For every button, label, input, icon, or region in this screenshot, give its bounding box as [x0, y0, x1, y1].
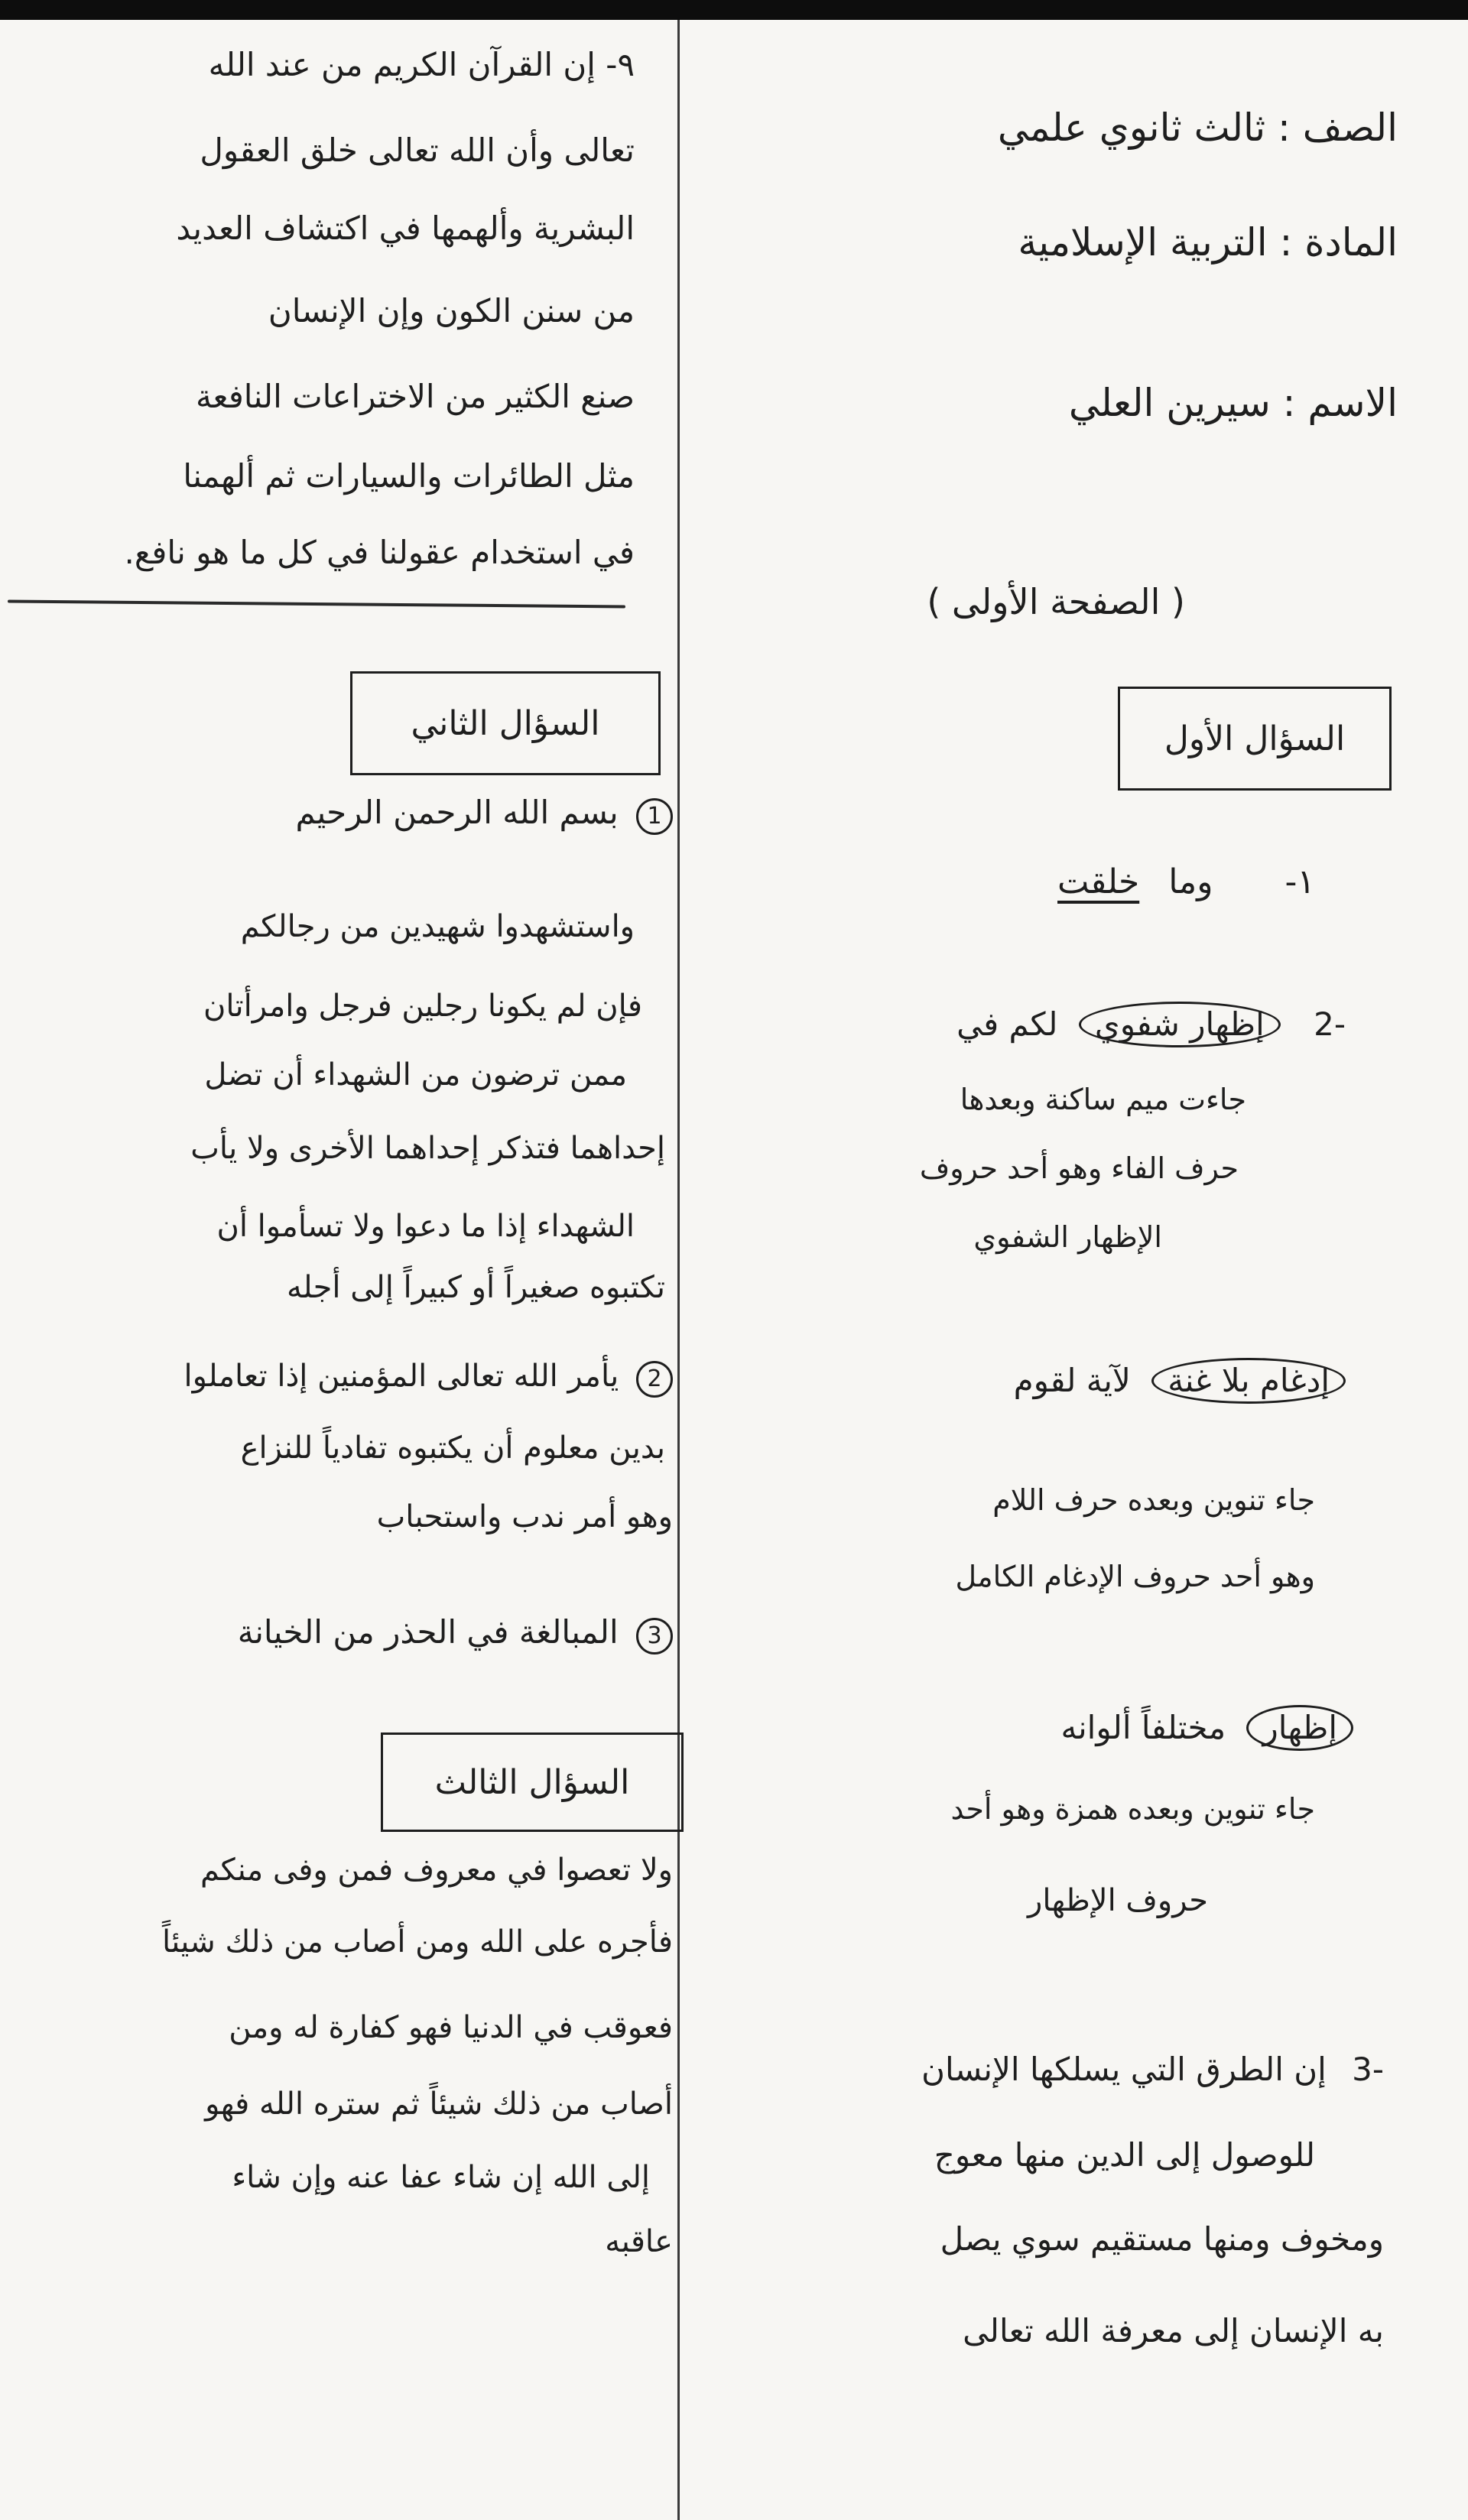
- q2-title-box: [350, 671, 661, 775]
- q2-num3: 3: [636, 1618, 673, 1655]
- item3-expl-line: جاء تنوين وبعده حرف اللام: [992, 1483, 1315, 1517]
- name-line: الاسم : سيرين العلي: [1068, 381, 1398, 425]
- item1: [1057, 864, 1315, 901]
- q2-title: السؤال الثاني: [411, 703, 600, 743]
- item2-num: -2: [1314, 1005, 1346, 1043]
- item2-text: لكم في: [956, 1005, 1058, 1043]
- top-answer-line: تعالى وأن الله تعالى خلق العقول: [200, 132, 635, 169]
- top-answer-line: صنع الكثير من الاختراعات النافعة: [195, 378, 635, 415]
- q2-item2-line: وهو أمر ندب واستحباب: [376, 1499, 673, 1534]
- item4-rule-oval: إظهار: [1246, 1705, 1353, 1751]
- q3-title-box: [381, 1732, 684, 1832]
- q2-num2: 2: [636, 1361, 673, 1398]
- q2-verse-line: إحداهما فتذكر إحداهما الأخرى ولا يأب: [190, 1131, 665, 1166]
- q2-item2-line: بدين معلوم أن يكتبوه تفادياً للنزاع: [240, 1430, 665, 1466]
- q3-title: السؤال الثالث: [434, 1762, 630, 1802]
- item4: [1060, 1705, 1353, 1751]
- item3-text: لآية لقوم: [1013, 1362, 1131, 1399]
- top-edge-bar: [0, 0, 1468, 20]
- q2-verse-line: واستشهدوا شهيدين من رجالكم: [240, 909, 635, 944]
- item5-line: به الإنسان إلى معرفة الله تعالى: [963, 2312, 1384, 2350]
- q2-basmala: بسم الله الرحمن الرحيم: [295, 794, 619, 831]
- column-divider: [677, 20, 680, 2520]
- item4-text: مختلفاً ألوانه: [1060, 1709, 1226, 1746]
- q2-verse-line: الشهداء إذا ما دعوا ولا تسأموا أن: [216, 1209, 635, 1244]
- top-answer-line: مثل الطائرات والسيارات ثم ألهمنا: [183, 457, 635, 495]
- item3-rule-oval: إدغام بلا غنة: [1151, 1358, 1346, 1404]
- item5-line: للوصول إلى الدين منها معوج: [934, 2136, 1315, 2174]
- q2-num1: 1: [636, 798, 673, 835]
- top-answer-line: في استخدام عقولنا في كل ما هو نافع.: [124, 534, 635, 571]
- item5-first-line: [921, 2052, 1384, 2087]
- item5-num: -3: [1352, 2051, 1384, 2088]
- item1-text: وما: [1168, 862, 1213, 901]
- q3-line: فعوقب في الدنيا فهو كفارة له ومن: [229, 2010, 673, 2045]
- top-answer-line: من سنن الكون وإن الإنسان: [268, 292, 635, 330]
- item2: [956, 1002, 1346, 1047]
- item2-rule-oval: إظهار شفوي: [1079, 1002, 1281, 1047]
- top-answer-line: البشرية وألهمها في اكتشاف العديد: [176, 209, 635, 247]
- q2-item2-text: يأمر الله تعالى المؤمنين إذا تعاملوا: [184, 1359, 619, 1394]
- item5-text: إن الطرق التي يسلكها الإنسان: [921, 2051, 1327, 2088]
- q2-verse-line: فإن لم يكونا رجلين فرجل وامرأتان: [203, 989, 642, 1024]
- q1-title: السؤال الأول: [1164, 719, 1346, 758]
- q2-verse-line: ممن ترضون من الشهداء أن تضل: [204, 1057, 627, 1093]
- q2-item2-first: [184, 1359, 673, 1398]
- item5-line: ومخوف ومنها مستقيم سوي يصل: [940, 2220, 1384, 2258]
- item2-expl-line: الإظهار الشفوي: [973, 1220, 1162, 1254]
- item2-expl-line: جاءت ميم ساكنة وبعدها: [960, 1083, 1246, 1116]
- item1-underlined: خلقت: [1057, 862, 1140, 901]
- q3-line: عاقبه: [605, 2224, 673, 2259]
- item3: [1014, 1358, 1346, 1404]
- q2-verse-line: تكتبوه صغيراً أو كبيراً إلى أجله: [286, 1270, 665, 1305]
- q2-item3-text: المبالغة في الحذر من الخيانة: [237, 1613, 619, 1651]
- q2-item3: [238, 1615, 673, 1655]
- q2-first-line: [296, 795, 674, 835]
- item4-expl-line: حروف الإظهار: [1028, 1883, 1208, 1918]
- item2-expl-line: حرف الفاء وهو أحد حروف: [919, 1151, 1239, 1185]
- class-line: الصف : ثالث ثانوي علمي: [997, 106, 1398, 150]
- item4-expl-line: جاء تنوين وبعده همزة وهو أحد: [950, 1792, 1315, 1826]
- item1-num: ١-: [1284, 862, 1315, 901]
- q3-line: أصاب من ذلك شيئاً ثم ستره الله فهو: [205, 2086, 673, 2122]
- item3-expl-line: وهو أحد حروف الإدغام الكامل: [955, 1560, 1315, 1593]
- top-answer-line: ٩- إن القرآن الكريم من عند الله: [208, 46, 635, 83]
- q1-title-box: [1118, 687, 1392, 791]
- q3-line: فأجره على الله ومن أصاب من ذلك شيئاً: [161, 1924, 673, 1960]
- q3-line: إلى الله إن شاء عفا عنه وإن شاء: [232, 2160, 650, 2195]
- q3-line: ولا تعصوا في معروف فمن وفى منكم: [200, 1853, 673, 1888]
- page-label: ( الصفحة الأولى ): [927, 581, 1185, 622]
- subject-line: المادة : التربية الإسلامية: [1018, 220, 1398, 265]
- section-rule: [8, 599, 625, 608]
